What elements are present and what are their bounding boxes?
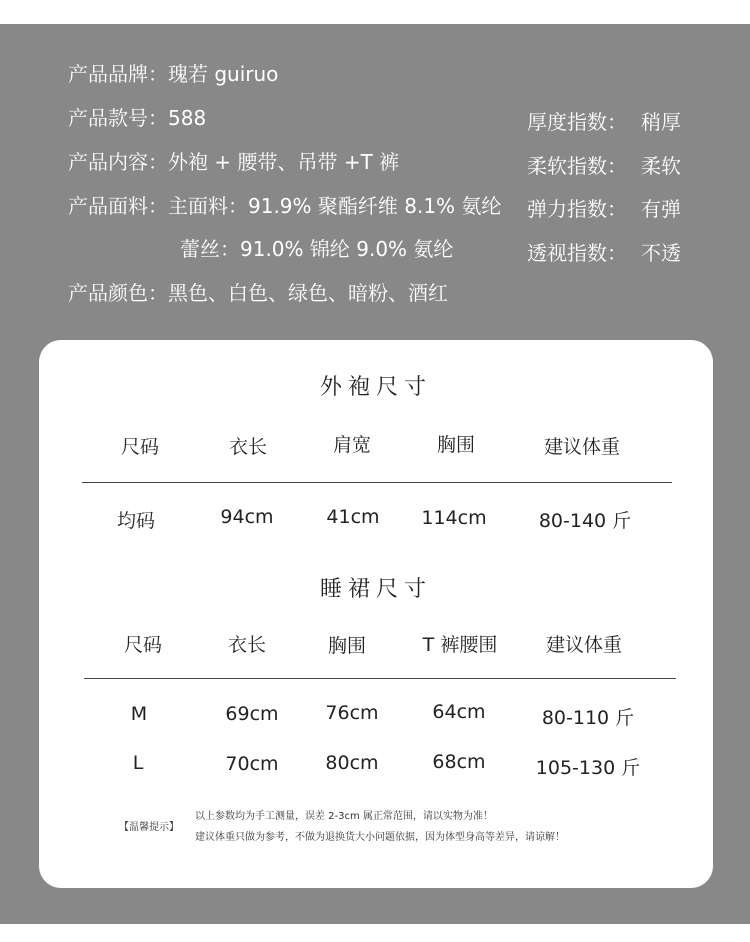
tips-line-weight: 建议体重只做为参考，不做为退换货大小问题依据，因为体型身高等差异，请谅解！ [195,832,565,843]
tips-label: 【温馨提示】 [119,822,179,833]
brand-text: 产品品牌：瑰若 guiruo [68,62,279,86]
dress-cell-weight: 80-110 斤 [541,707,635,729]
robe-header-bust: 胸围 [436,434,476,456]
dress-size-title: 睡裙尺寸 [319,577,432,602]
dress-table-divider [84,678,676,679]
transparency-index [527,237,681,266]
model-text: 产品款号：588 [68,106,207,130]
index-label: 透视指数： [527,241,627,265]
dress-header-size: 尺码 [123,634,163,656]
dress-cell-length: 70cm [225,753,279,775]
robe-header-length: 衣长 [228,436,268,458]
colors-text: 产品颜色：黑色、白色、绿色、暗粉、酒红 [68,281,448,305]
index-label: 厚度指数： [527,110,627,134]
robe-header-shoulder: 肩宽 [332,434,372,456]
dress-cell-bust: 76cm [325,702,379,724]
dress-cell-weight: 105-130 斤 [535,757,641,779]
index-label: 弹力指数： [527,197,627,221]
dress-cell-bust: 80cm [325,752,379,774]
index-value: 有弹 [641,197,681,221]
dress-cell-waist: 64cm [432,701,486,723]
dress-cell-length: 69cm [225,703,279,725]
robe-cell-size: 均码 [116,510,156,532]
fabric-text: 产品面料：主面料：91.9% 聚酯纤维 8.1% 氨纶 [68,194,502,218]
thickness-index [527,106,681,135]
robe-cell-weight: 80-140 斤 [538,510,632,532]
index-value: 稍厚 [641,110,681,134]
robe-table-divider [82,482,672,483]
robe-cell-shoulder: 41cm [326,506,380,528]
index-value: 柔软 [641,154,681,178]
tips-line-measurement: 以上参数均为手工测量，误差 2-3cm 属正常范围，请以实物为准！ [195,811,493,822]
robe-header-weight: 建议体重 [543,436,621,458]
size-card [39,340,713,888]
dress-header-length: 衣长 [227,634,267,656]
robe-cell-bust: 114cm [421,507,487,529]
dress-cell-waist: 68cm [432,751,486,773]
dress-header-weight: 建议体重 [545,634,623,656]
contents-text: 产品内容：外袍 + 腰带、吊带 +T 裤 [68,150,400,174]
index-value: 不透 [641,241,681,265]
softness-index [527,150,681,179]
elasticity-index [527,193,681,222]
dress-header-bust: 胸围 [327,635,367,657]
robe-cell-length: 94cm [220,506,274,528]
robe-size-title: 外袍尺寸 [319,375,432,400]
robe-header-size: 尺码 [120,436,160,458]
dress-cell-size: L [132,752,144,774]
dress-cell-size: M [130,703,148,725]
index-label: 柔软指数： [527,154,627,178]
dress-header-waist: T 裤腰围 [422,634,498,656]
fabric-lace-text: 蕾丝：91.0% 锦纶 9.0% 氨纶 [180,237,454,261]
